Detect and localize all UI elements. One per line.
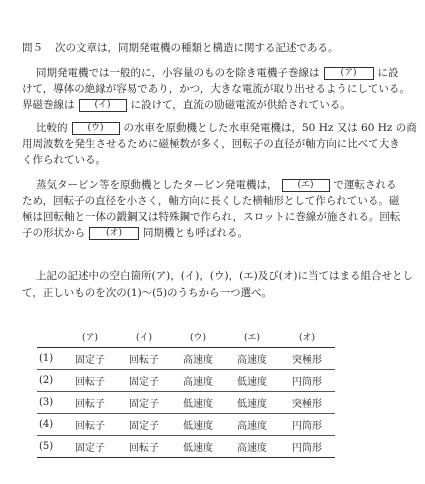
table-cell: 高速度 [237, 421, 267, 432]
text-run: 比較的 [36, 122, 68, 134]
instruction-line1: 上記の記述中の空白箇所(ア)，(イ)，(ウ)，(エ)及び(オ)に当てはまる組合せとし [36, 270, 413, 282]
table-row[interactable] [37, 414, 335, 436]
paragraph1-line2: けて，導体の絶縁が容易であり，かつ，大きな電流が取り出せるようにしている。 [22, 83, 410, 95]
paragraph3-line3: 極は回転軸と一体の鍛鋼又は特殊鋼で作られ，スロットに巻線が施される。回転 [22, 211, 401, 223]
table-cell: 低速度 [237, 399, 267, 410]
table-cell: 回転子 [75, 399, 105, 410]
option-number: (2) [39, 375, 54, 386]
text-run: 同期機とも呼ばれる。 [143, 227, 248, 239]
table-cell: 低速度 [183, 421, 213, 432]
header-cell: (ウ) [171, 326, 225, 348]
table-cell: 高速度 [183, 355, 213, 366]
blank-c: (ウ) [72, 122, 120, 135]
blank-e: (オ) [89, 227, 139, 240]
table-cell: 高速度 [237, 443, 267, 454]
table-cell: 低速度 [183, 443, 213, 454]
option-number: (4) [39, 419, 54, 430]
table-cell: 回転子 [75, 421, 105, 432]
table-cell: 回転子 [129, 355, 159, 366]
option-number: (1) [39, 353, 54, 364]
text-run: 界磁巻線は [22, 99, 75, 111]
table-cell: 高速度 [237, 355, 267, 366]
header-cell: (オ) [279, 326, 335, 348]
table-cell: 突極形 [292, 355, 322, 366]
paragraph2-line1 [36, 121, 417, 135]
blank-d: (エ) [282, 179, 330, 192]
table-cell: 高速度 [183, 377, 213, 388]
table-row[interactable] [37, 392, 335, 414]
answer-options-table [37, 326, 335, 458]
header-cell [37, 326, 63, 348]
table-cell: 固定子 [75, 443, 105, 454]
text-run: 同期発電機では一般的に，小容量のものを除き電機子巻線は [36, 67, 320, 79]
paragraph3-line4 [22, 226, 248, 240]
table-row[interactable] [37, 370, 335, 392]
paragraph1-line1 [36, 66, 399, 80]
table-cell: 低速度 [183, 399, 213, 410]
table-row[interactable] [37, 348, 335, 370]
text-run: の水車を原動機とした水車発電機は，50 Hz 又は 60 Hz の商 [123, 122, 417, 134]
instruction-line2: て，正しいものを次の(1)～(5)のうちから一つ選べ。 [22, 287, 273, 299]
text-run: 蒸気タービン等を原動機としたタービン発電機は， [36, 179, 278, 191]
blank-a: (ア) [324, 67, 374, 80]
text-run: で運転される [333, 179, 397, 191]
question-heading [22, 41, 339, 55]
header-cell: (エ) [225, 326, 279, 348]
table-cell: 円筒形 [292, 421, 322, 432]
table-cell: 回転子 [129, 443, 159, 454]
table-cell: 円筒形 [292, 377, 322, 388]
question-number: 問５ [22, 42, 43, 54]
header-cell: (イ) [117, 326, 171, 348]
table-cell: 固定子 [129, 377, 159, 388]
paragraph3-line2: ため，回転子の直径を小さく，軸方向に長くした横軸形として作られている。磁 [22, 195, 400, 207]
option-number: (5) [39, 441, 54, 452]
table-cell: 固定子 [129, 421, 159, 432]
table-row[interactable] [37, 436, 335, 458]
header-cell: (ア) [63, 326, 117, 348]
question-title: 次の文章は，同期発電機の種類と構造に関する記述である。 [55, 42, 339, 54]
table-cell: 低速度 [237, 377, 267, 388]
paragraph2-line2: 用周波数を発生させるために磁極数が多く，回転子の直径が軸方向に比べて大き [22, 138, 400, 150]
table-cell: 固定子 [75, 355, 105, 366]
table-cell: 回転子 [75, 377, 105, 388]
table-cell: 円筒形 [292, 443, 322, 454]
table-header-row [37, 326, 335, 348]
table-cell: 固定子 [129, 399, 159, 410]
text-run: に設 [377, 67, 399, 79]
text-run: に設けて，直流の励磁電流が供給されている。 [130, 99, 351, 111]
table-cell: 突極形 [292, 399, 322, 410]
paragraph3-line1 [36, 178, 397, 192]
blank-b: (イ) [79, 99, 127, 112]
paragraph1-line3 [22, 98, 351, 112]
paragraph2-line3: く作られている。 [22, 154, 106, 166]
option-number: (3) [39, 397, 54, 408]
text-run: 子の形状から [22, 227, 85, 239]
